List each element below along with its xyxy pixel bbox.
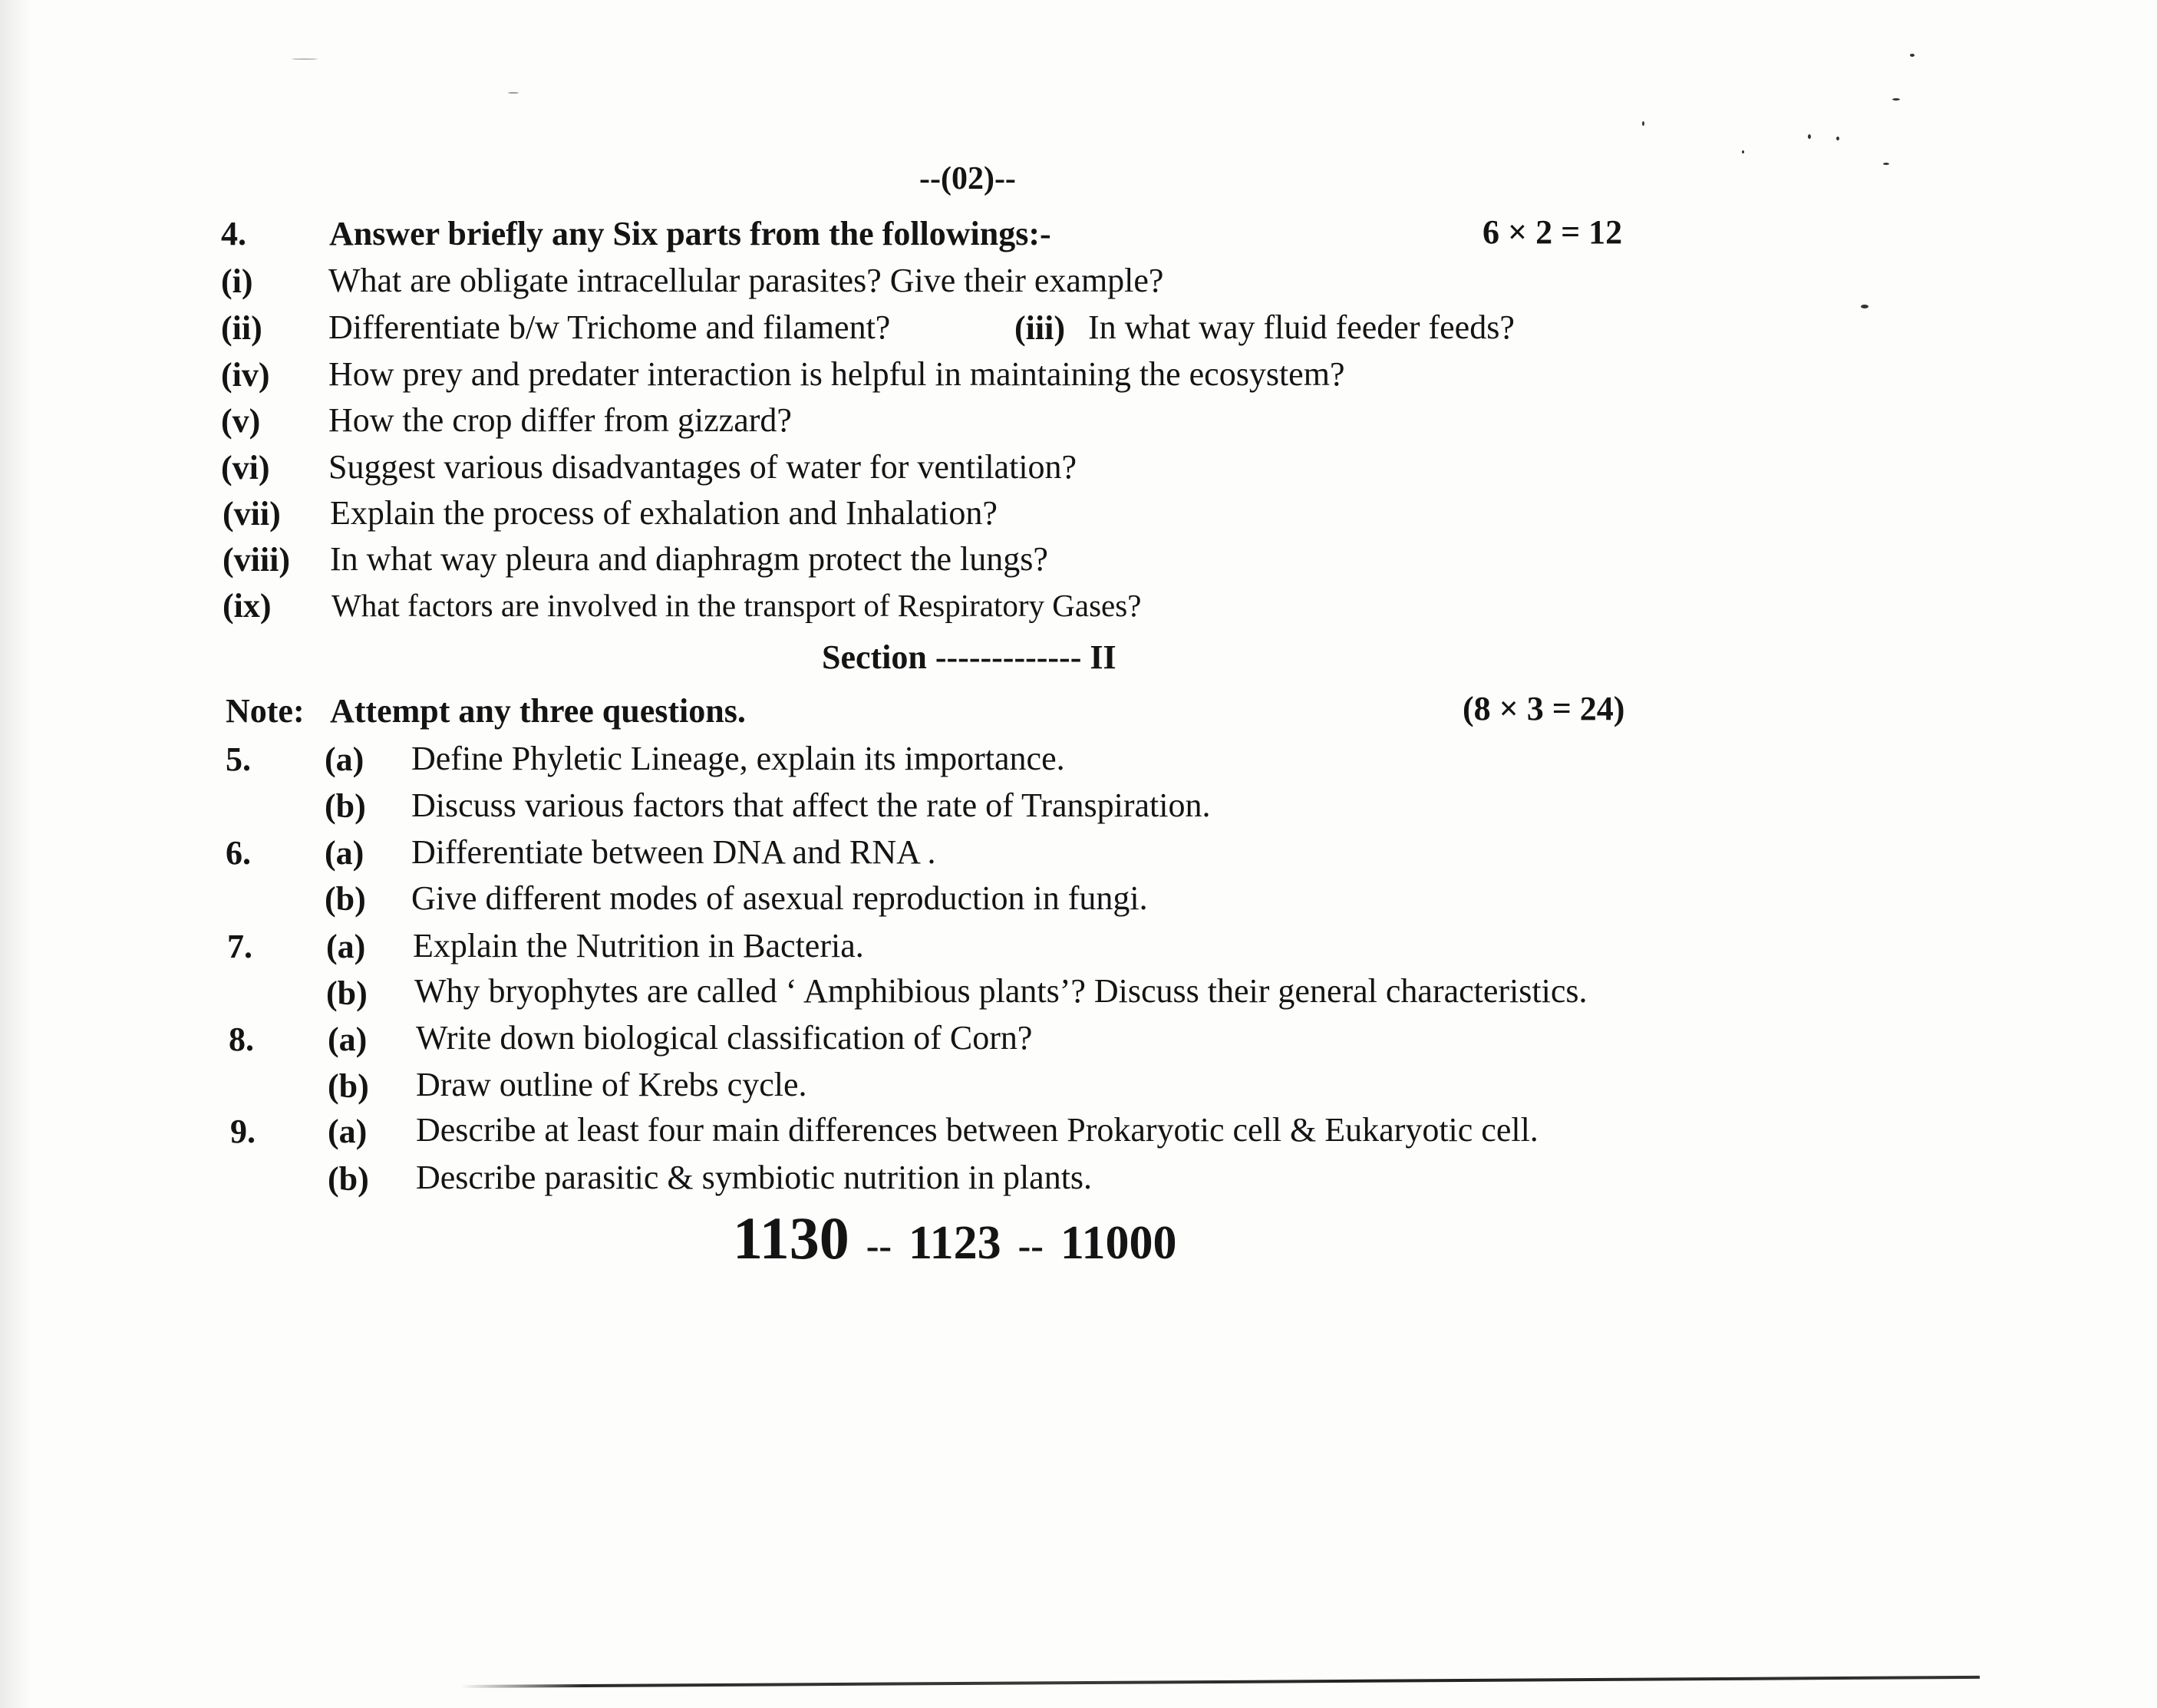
scan-speck <box>1808 134 1811 139</box>
note-label: Note: <box>226 692 305 730</box>
paper-code-separator: -- <box>1017 1224 1044 1267</box>
subpart-text: Give different modes of asexual reproduction in fungi. <box>411 879 1148 917</box>
scan-speck <box>1742 150 1744 153</box>
q4-part-label: (vii) <box>223 495 281 533</box>
subpart-label: (a) <box>328 1113 368 1150</box>
subpart-text: Describe parasitic & symbiotic nutrition in plants. <box>416 1159 1093 1196</box>
q4-part-text: Differentiate b/w Trichome and filament? <box>328 308 891 346</box>
question-number: 5. <box>226 740 251 778</box>
subpart-text: Explain the Nutrition in Bacteria. <box>413 927 864 964</box>
subpart-label: (b) <box>328 1160 369 1198</box>
scan-speck <box>1883 163 1889 165</box>
scan-edge-shadow <box>0 0 31 1708</box>
subpart-label: (a) <box>325 740 364 778</box>
scan-speck <box>1892 98 1900 101</box>
subpart-label: (a) <box>328 1021 368 1058</box>
q4-part-text: What are obligate intracellular parasites? Give their example? <box>328 262 1164 299</box>
subpart-text: Draw outline of Krebs cycle. <box>416 1066 807 1103</box>
q4-part-text: How the crop differ from gizzard? <box>328 401 792 439</box>
q4-part-text: Suggest various disadvantages of water for ventilation? <box>328 448 1077 486</box>
scan-speck <box>1861 305 1868 308</box>
scan-speck <box>292 58 318 60</box>
question-number: 8. <box>229 1021 254 1058</box>
paper-code-part: 1123 <box>909 1217 1001 1269</box>
question-number: 7. <box>227 928 252 965</box>
subpart-label: (b) <box>328 1067 369 1105</box>
question-number: 6. <box>226 834 251 872</box>
subpart-text: Describe at least four main differences between Prokaryotic cell & Eukaryotic cell. <box>416 1111 1539 1149</box>
section-heading: Section ------------- II <box>822 638 1116 676</box>
q4-part-label: (ii) <box>221 309 262 347</box>
subpart-text: Define Phyletic Lineage, explain its importance. <box>411 740 1065 777</box>
page-number: --(02)-- <box>919 161 1016 196</box>
q4-part-label: (ix) <box>223 587 272 625</box>
scan-edge-line <box>460 1676 1980 1688</box>
subpart-label: (b) <box>326 974 368 1012</box>
q4-part-label: (iv) <box>221 356 270 394</box>
subpart-text: Why bryophytes are called ‘ Amphibious plants’? Discuss their general characteristics. <box>414 972 1588 1010</box>
q4-part-label: (v) <box>221 402 261 440</box>
paper-code-separator: -- <box>866 1224 892 1267</box>
scan-speck <box>1910 54 1915 57</box>
q4-part-text: In what way pleura and diaphragm protect the lungs? <box>330 540 1048 578</box>
note-text: Attempt any three questions. <box>330 692 746 730</box>
q4-marks: 6 × 2 = 12 <box>1483 213 1623 251</box>
q4-part-label: (iii) <box>1014 309 1065 347</box>
subpart-label: (b) <box>325 787 366 825</box>
subpart-label: (a) <box>325 834 364 872</box>
q4-part-text: How prey and predater interaction is helpful in maintaining the ecosystem? <box>328 355 1345 393</box>
subpart-text: Write down biological classification of Corn? <box>416 1019 1033 1057</box>
paper-code-part: 11000 <box>1060 1217 1177 1269</box>
question-number: 9. <box>230 1113 256 1150</box>
scan-speck <box>1836 137 1839 140</box>
subpart-text: Differentiate between DNA and RNA . <box>411 833 936 871</box>
q4-title: Answer briefly any Six parts from the followings:- <box>329 215 1051 252</box>
q4-part-text: Explain the process of exhalation and Inhalation? <box>330 494 998 532</box>
paper-code-part: 1130 <box>733 1205 849 1271</box>
paper-code <box>733 1205 1177 1271</box>
subpart-text: Discuss various factors that affect the rate of Transpiration. <box>411 786 1211 824</box>
q4-number: 4. <box>221 215 246 252</box>
q4-part-label: (i) <box>221 262 253 300</box>
subpart-label: (b) <box>325 880 366 918</box>
scan-speck <box>508 92 519 94</box>
subpart-label: (a) <box>326 928 366 965</box>
q4-part-label: (viii) <box>223 541 290 579</box>
q4-part-label: (vi) <box>221 449 270 486</box>
q4-part-text: In what way fluid feeder feeds? <box>1088 308 1515 346</box>
section-marks: (8 × 3 = 24) <box>1463 690 1625 727</box>
scan-speck <box>1642 121 1644 126</box>
q4-part-text: What factors are involved in the transport of Respiratory Gases? <box>331 588 1142 623</box>
